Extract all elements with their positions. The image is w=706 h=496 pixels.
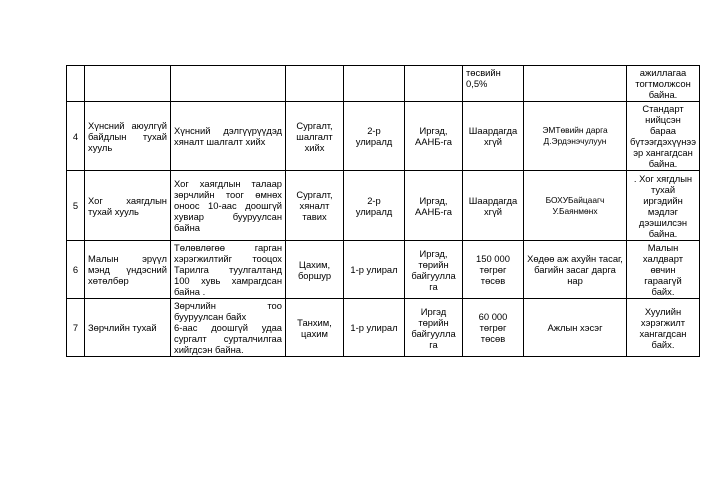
participants-cell: Иргэд, ААНБ-га bbox=[405, 102, 463, 171]
participants-cell: Иргэд, ААНБ-га bbox=[405, 171, 463, 241]
result-cell: ажиллагаа тогтмолжсон байна. bbox=[627, 66, 700, 102]
participants-cell bbox=[405, 66, 463, 102]
time-cell: 2-р улиралд bbox=[344, 171, 405, 241]
law-cell: Зөрчлийн тухай bbox=[85, 299, 171, 357]
result-cell: Стандарт нийцсэн бараа бүтээгдэхүүнээ эр хангагдсан байна. bbox=[627, 102, 700, 171]
row-number: 5 bbox=[67, 171, 85, 241]
method-cell: Цахим, боршур bbox=[286, 241, 344, 299]
cost-cell: Шаардагда хгүй bbox=[463, 171, 524, 241]
responsible-cell: ЭМТөвийн дарга Д.Эрдэнэчулуун bbox=[524, 102, 627, 171]
action-cell bbox=[171, 66, 286, 102]
law-cell: Малын эрүүл мэнд үндэсний хөтөлбөр bbox=[85, 241, 171, 299]
table-row bbox=[67, 241, 700, 299]
row-number: 7 bbox=[67, 299, 85, 357]
time-cell: 1-р улирал bbox=[344, 299, 405, 357]
responsible-cell: Хөдөө аж ахуйн тасаг, багийн засаг дарга нар bbox=[524, 241, 627, 299]
result-cell: . Хог хягдлын тухай иргэдийн мэдлэг дээшилсэн байна. bbox=[627, 171, 700, 241]
result-cell: Малын халдварт өвчин гараагүй байх. bbox=[627, 241, 700, 299]
row-number: 4 bbox=[67, 102, 85, 171]
participants-cell: Иргэд, төрийн байгуулла га bbox=[405, 241, 463, 299]
plan-table bbox=[66, 65, 700, 357]
method-cell: Сургалт, шалгалт хийх bbox=[286, 102, 344, 171]
row-number bbox=[67, 66, 85, 102]
cost-cell: төсвийн 0,5% bbox=[463, 66, 524, 102]
table-row bbox=[67, 171, 700, 241]
cost-cell: 150 000 төгрөг төсөв bbox=[463, 241, 524, 299]
row-number: 6 bbox=[67, 241, 85, 299]
method-cell: Танхим, цахим bbox=[286, 299, 344, 357]
cost-cell: 60 000 төгрөг төсөв bbox=[463, 299, 524, 357]
time-cell: 2-р улиралд bbox=[344, 102, 405, 171]
responsible-cell: Ажлын хэсэг bbox=[524, 299, 627, 357]
law-cell bbox=[85, 66, 171, 102]
result-cell: Хуулийн хэрэгжилт хангагдсан байх. bbox=[627, 299, 700, 357]
method-cell: Сургалт, хяналт тавих bbox=[286, 171, 344, 241]
time-cell bbox=[344, 66, 405, 102]
action-cell: Хог хаягдлын талаар зөрчлийн тоог өмнөх оноос 10-аас доошгүй хувиар бууруулсан байна bbox=[171, 171, 286, 241]
law-cell: Хүнсний аюулгүй байдлын тухай хууль bbox=[85, 102, 171, 171]
time-cell: 1-р улирал bbox=[344, 241, 405, 299]
table-row bbox=[67, 102, 700, 171]
action-cell: Хүнсний дэлгүүрүүдэд хяналт шалгалт хийх bbox=[171, 102, 286, 171]
table-row bbox=[67, 299, 700, 357]
participants-cell: Иргэд төрийн байгуулла га bbox=[405, 299, 463, 357]
cost-cell: Шаардагда хгүй bbox=[463, 102, 524, 171]
method-cell bbox=[286, 66, 344, 102]
table-row bbox=[67, 66, 700, 102]
responsible-cell bbox=[524, 66, 627, 102]
action-cell: Төлөвлөгөө гарган хэрэгжилтийг тооцох Тарилга туулгалтанд 100 хувь хамрагдсан байна . bbox=[171, 241, 286, 299]
responsible-cell: БОХУБайцаагч У.Баянмөнх bbox=[524, 171, 627, 241]
action-cell: Зөрчлийн тоо бууруулсан байх 6-аас доошгүй удаа сургалт сурталчилгаа хийгдсэн байна. bbox=[171, 299, 286, 357]
law-cell: Хог хаягдлын тухай хууль bbox=[85, 171, 171, 241]
